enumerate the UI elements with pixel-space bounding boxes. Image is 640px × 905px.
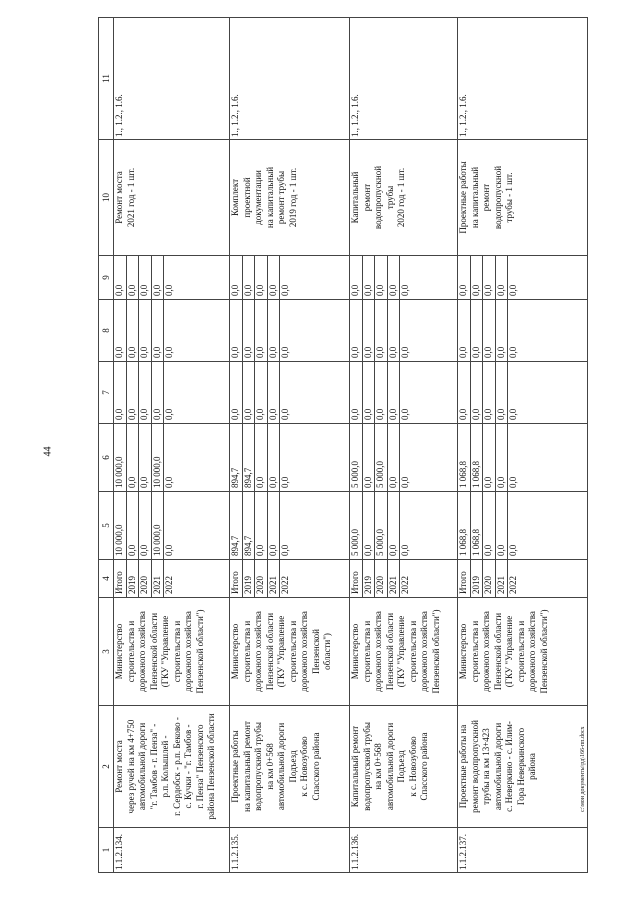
table-row (230, 18, 350, 873)
local-budget-cell-value: 0,0 (243, 300, 256, 361)
year-cell-value: 2021 (388, 560, 401, 597)
federal-budget-cell (350, 362, 458, 424)
executor-cell (458, 598, 588, 706)
federal-budget-cell-value: 0,0 (164, 408, 174, 420)
year-cell-value: 2019 (471, 560, 484, 597)
year-cell-value: Итого (114, 560, 127, 597)
table-row (458, 18, 588, 873)
other-sources-cell-value: 0,0 (508, 284, 518, 296)
total-funding-cell-value: 894,7 (243, 492, 256, 559)
regional-budget-cell-value: 0,0 (388, 424, 401, 491)
other-sources-cell-value: 0,0 (139, 256, 152, 299)
local-budget-cell-value: 0,0 (280, 346, 290, 358)
other-sources-cell-value: 0,0 (230, 256, 243, 299)
year-cell-value: 2020 (255, 560, 268, 597)
local-budget-cell-value: 0,0 (508, 346, 518, 358)
total-funding-cell-value: 0,0 (139, 492, 152, 559)
federal-budget-cell-value: 0,0 (139, 362, 152, 423)
year-cell (230, 560, 350, 598)
regional-budget-cell-value: 894,7 (230, 424, 243, 491)
federal-budget-cell-value: 0,0 (471, 362, 484, 423)
column-header: 9 (99, 256, 114, 300)
other-sources-cell-value: 0,0 (280, 284, 290, 296)
year-cell-value: Итого (230, 560, 243, 597)
federal-budget-cell-value: 0,0 (230, 362, 243, 423)
other-sources-cell-value: 0,0 (152, 256, 165, 299)
measure-id-cell (114, 828, 230, 873)
total-funding-cell-value: 0,0 (483, 492, 496, 559)
column-header: 2 (99, 706, 114, 828)
federal-budget-cell-value: 0,0 (458, 362, 471, 423)
local-budget-cell-value: 0,0 (268, 300, 281, 361)
other-sources-cell-value: 0,0 (458, 256, 471, 299)
regional-budget-cell (230, 424, 350, 492)
measure-name-cell-text: Проектные работы на ремонт водопропускной трубы на км 13+423 автомобильной дороги с. Неверкино - с. Илим- Гора Неверкинского района (458, 720, 537, 813)
regional-budget-cell-value: 0,0 (363, 424, 376, 491)
rotated-table-container (98, 18, 587, 873)
total-funding-cell-value: 0,0 (268, 492, 281, 559)
total-funding-cell-value: 0,0 (400, 544, 410, 556)
federal-budget-cell-value: 0,0 (280, 408, 290, 420)
federal-budget-cell-value: 0,0 (496, 362, 509, 423)
regional-budget-cell-value: 0,0 (496, 424, 509, 491)
expected-result-cell-text: Проектные работы на капитальный ремонт водопропускной трубы - 1 шт. (458, 161, 514, 234)
year-cell-value: 2021 (152, 560, 165, 597)
local-budget-cell-value: 0,0 (255, 300, 268, 361)
local-budget-cell (458, 300, 588, 362)
federal-budget-cell-value: 0,0 (400, 408, 410, 420)
federal-budget-cell-value: 0,0 (388, 362, 401, 423)
column-header: 4 (99, 560, 114, 598)
other-sources-cell-value: 0,0 (268, 256, 281, 299)
indicator-link-cell (350, 18, 458, 140)
other-sources-cell-value: 0,0 (388, 256, 401, 299)
federal-budget-cell-value: 0,0 (268, 362, 281, 423)
federal-budget-cell (230, 362, 350, 424)
total-funding-cell (350, 492, 458, 560)
other-sources-cell-value: 0,0 (255, 256, 268, 299)
year-cell-value: 2021 (268, 560, 281, 597)
other-sources-cell-value: 0,0 (483, 256, 496, 299)
year-cell-value: 2022 (164, 576, 174, 594)
indicator-link-cell-text: 1., 1.2., 1.6. (230, 94, 240, 137)
local-budget-cell-value: 0,0 (375, 300, 388, 361)
measure-name-cell (458, 706, 588, 828)
regional-budget-cell-value: 1 068,8 (471, 424, 484, 491)
local-budget-cell-value: 0,0 (127, 300, 140, 361)
table-row (114, 18, 230, 873)
year-cell-value: 2019 (363, 560, 376, 597)
expected-result-cell (230, 140, 350, 256)
local-budget-cell (230, 300, 350, 362)
executor-cell (230, 598, 350, 706)
local-budget-cell-value: 0,0 (164, 346, 174, 358)
other-sources-cell-value: 0,0 (127, 256, 140, 299)
column-header: 5 (99, 492, 114, 560)
measure-name-cell-text: Капитальный ремонт водопропускной трубы на км 0+568 автомобильной дороги Подъезд к с. Новозубово Спасского района (350, 722, 429, 811)
regional-budget-cell-value: 10 000,0 (152, 424, 165, 491)
year-cell-value: Итого (350, 560, 363, 597)
federal-budget-cell-value: 0,0 (127, 362, 140, 423)
total-funding-cell-value: 0,0 (496, 492, 509, 559)
measure-id-cell (230, 828, 350, 873)
measure-id-cell (350, 828, 458, 873)
year-cell (350, 560, 458, 598)
total-funding-cell (458, 492, 588, 560)
column-header: 6 (99, 424, 114, 492)
regional-budget-cell-value: 0,0 (127, 424, 140, 491)
other-sources-cell-value: 0,0 (400, 284, 410, 296)
expected-result-cell-text: Ремонт моста 2021 год - 1 шт. (114, 167, 136, 228)
local-budget-cell-value: 0,0 (388, 300, 401, 361)
measure-id-cell-text: 1.1.2.137. (458, 834, 468, 870)
total-funding-cell-value: 10 000,0 (114, 492, 127, 559)
column-header: 10 (99, 140, 114, 256)
measure-name-cell (350, 706, 458, 828)
other-sources-cell-value: 0,0 (350, 256, 363, 299)
expected-result-cell (458, 140, 588, 256)
regional-budget-cell-value: 10 000,0 (114, 424, 127, 491)
program-measures-table (98, 17, 588, 873)
column-header: 7 (99, 362, 114, 424)
year-cell-value: 2021 (496, 560, 509, 597)
total-funding-cell-value: 1 068,8 (458, 492, 471, 559)
year-cell-value: 2020 (139, 560, 152, 597)
federal-budget-cell-value: 0,0 (350, 362, 363, 423)
measure-name-cell (230, 706, 350, 828)
regional-budget-cell-value: 0,0 (164, 476, 174, 488)
total-funding-cell-value: 0,0 (388, 492, 401, 559)
indicator-link-cell (230, 18, 350, 140)
indicator-link-cell (458, 18, 588, 140)
federal-budget-cell-value: 0,0 (483, 362, 496, 423)
measure-id-cell-text: 1.1.2.135. (230, 834, 240, 870)
total-funding-cell (230, 492, 350, 560)
total-funding-cell-value: 0,0 (164, 544, 174, 556)
indicator-link-cell-text: 1., 1.2., 1.6. (114, 94, 124, 137)
total-funding-cell-value: 0,0 (127, 492, 140, 559)
regional-budget-cell-value: 894,7 (243, 424, 256, 491)
local-budget-cell-value: 0,0 (400, 346, 410, 358)
federal-budget-cell-value: 0,0 (243, 362, 256, 423)
total-funding-cell-value: 5 000,0 (350, 492, 363, 559)
local-budget-cell-value: 0,0 (483, 300, 496, 361)
year-cell-value: 2022 (280, 576, 290, 594)
regional-budget-cell-value: 1 068,8 (458, 424, 471, 491)
year-cell-value: 2022 (508, 576, 518, 594)
executor-cell-text: Министерство строительства и дорожного хозяйства Пензенской области (ГКУ "Управление строительства и дорожного хозяйства Пензенской области") (350, 609, 441, 694)
measure-id-cell-text: 1.1.2.134. (114, 834, 124, 870)
federal-budget-cell-value: 0,0 (152, 362, 165, 423)
regional-budget-cell-value: 5 000,0 (375, 424, 388, 491)
federal-budget-cell (458, 362, 588, 424)
total-funding-cell-value: 0,0 (508, 544, 518, 556)
local-budget-cell-value: 0,0 (139, 300, 152, 361)
other-sources-cell-value: 0,0 (471, 256, 484, 299)
regional-budget-cell-value: 0,0 (400, 476, 410, 488)
total-funding-cell-value: 0,0 (280, 544, 290, 556)
page-number: 44 (42, 446, 54, 457)
regional-budget-cell-value: 0,0 (483, 424, 496, 491)
measure-name-cell (114, 706, 230, 828)
column-header: 8 (99, 300, 114, 362)
year-cell-value: 2019 (127, 560, 140, 597)
other-sources-cell-value: 0,0 (363, 256, 376, 299)
total-funding-cell-value: 894,7 (230, 492, 243, 559)
other-sources-cell-value: 0,0 (496, 256, 509, 299)
other-sources-cell-value: 0,0 (114, 256, 127, 299)
regional-budget-cell-value: 0,0 (508, 476, 518, 488)
other-sources-cell (458, 256, 588, 300)
year-cell-value: Итого (458, 560, 471, 597)
regional-budget-cell-value: 0,0 (280, 476, 290, 488)
federal-budget-cell-value: 0,0 (363, 362, 376, 423)
federal-budget-cell-value: 0,0 (114, 362, 127, 423)
column-number-row (99, 18, 114, 873)
indicator-link-cell-text: 1., 1.2., 1.6. (458, 94, 468, 137)
regional-budget-cell-value: 0,0 (268, 424, 281, 491)
total-funding-cell-value: 0,0 (363, 492, 376, 559)
measure-id-cell-text: 1.1.2.136. (350, 834, 360, 870)
local-budget-cell (114, 300, 230, 362)
federal-budget-cell-value: 0,0 (255, 362, 268, 423)
executor-cell (350, 598, 458, 706)
total-funding-cell-value: 10 000,0 (152, 492, 165, 559)
total-funding-cell-value: 5 000,0 (375, 492, 388, 559)
executor-cell-text: Министерство строительства и дорожного хозяйства Пензенской области (ГКУ "Управление строительства и дорожного хозяйства Пензенской области") (114, 609, 205, 694)
local-budget-cell-value: 0,0 (458, 300, 471, 361)
table-row (350, 18, 458, 873)
year-cell-value: 2020 (483, 560, 496, 597)
measure-name-cell-text: Проектные работы на капитальный ремонт водопропускной трубы на км 0+568 автомобильной дороги Подъезд к с. Новозубово Спасского района (230, 721, 321, 812)
local-budget-cell-value: 0,0 (114, 300, 127, 361)
regional-budget-cell (350, 424, 458, 492)
year-cell-value: 2020 (375, 560, 388, 597)
federal-budget-cell (114, 362, 230, 424)
local-budget-cell-value: 0,0 (471, 300, 484, 361)
total-funding-cell-value: 1 068,8 (471, 492, 484, 559)
executor-cell-text: Министерство строительства и дорожного хозяйства Пензенской области (ГКУ "Управление строительства и дорожного хозяйства Пензенской области") (230, 611, 332, 692)
indicator-link-cell-text: 1., 1.2., 1.6. (350, 94, 360, 137)
other-sources-cell-value: 0,0 (375, 256, 388, 299)
indicator-link-cell (114, 18, 230, 140)
year-cell-value: 2019 (243, 560, 256, 597)
local-budget-cell-value: 0,0 (350, 300, 363, 361)
other-sources-cell (114, 256, 230, 300)
total-funding-cell (114, 492, 230, 560)
local-budget-cell-value: 0,0 (496, 300, 509, 361)
column-header: 11 (99, 18, 114, 140)
measure-name-cell-text: Ремонт моста через ручей на км 4+750 автомобильной дороги "г. Тамбов - г. Пенза" - р.п. Колышлей - г. Сердобск - р.п. Бековo - с. Кучки - "г. Тамбов - г. Пенза" Пензенского района Пензенской области (114, 713, 216, 820)
year-cell (114, 560, 230, 598)
regional-budget-cell-value: 5 000,0 (350, 424, 363, 491)
federal-budget-cell-value: 0,0 (375, 362, 388, 423)
other-sources-cell (230, 256, 350, 300)
year-cell (458, 560, 588, 598)
regional-budget-cell-value: 0,0 (255, 424, 268, 491)
measure-id-cell (458, 828, 588, 873)
expected-result-cell (350, 140, 458, 256)
total-funding-cell-value: 0,0 (255, 492, 268, 559)
footer-file-path: c:\мои документы\рд\166-пп.docx (580, 726, 586, 812)
expected-result-cell (114, 140, 230, 256)
regional-budget-cell (114, 424, 230, 492)
regional-budget-cell (458, 424, 588, 492)
local-budget-cell (350, 300, 458, 362)
column-header: 3 (99, 598, 114, 706)
other-sources-cell (350, 256, 458, 300)
other-sources-cell-value: 0,0 (243, 256, 256, 299)
local-budget-cell-value: 0,0 (363, 300, 376, 361)
regional-budget-cell-value: 0,0 (139, 424, 152, 491)
other-sources-cell-value: 0,0 (164, 284, 174, 296)
executor-cell-text: Министерство строительства и дорожного хозяйства Пензенской области (ГКУ "Управление строительства и дорожного хозяйства Пензенской области") (458, 609, 549, 694)
federal-budget-cell-value: 0,0 (508, 408, 518, 420)
year-cell-value: 2022 (400, 576, 410, 594)
local-budget-cell-value: 0,0 (152, 300, 165, 361)
expected-result-cell-text: Капитальный ремонт водопропускной трубы 2020 год - 1 шт. (350, 165, 406, 230)
expected-result-cell-text: Комплект проектной документации на капитальный ремонт трубы 2019 год - 1 шт. (230, 166, 298, 229)
local-budget-cell-value: 0,0 (230, 300, 243, 361)
column-header: 1 (99, 828, 114, 873)
executor-cell (114, 598, 230, 706)
